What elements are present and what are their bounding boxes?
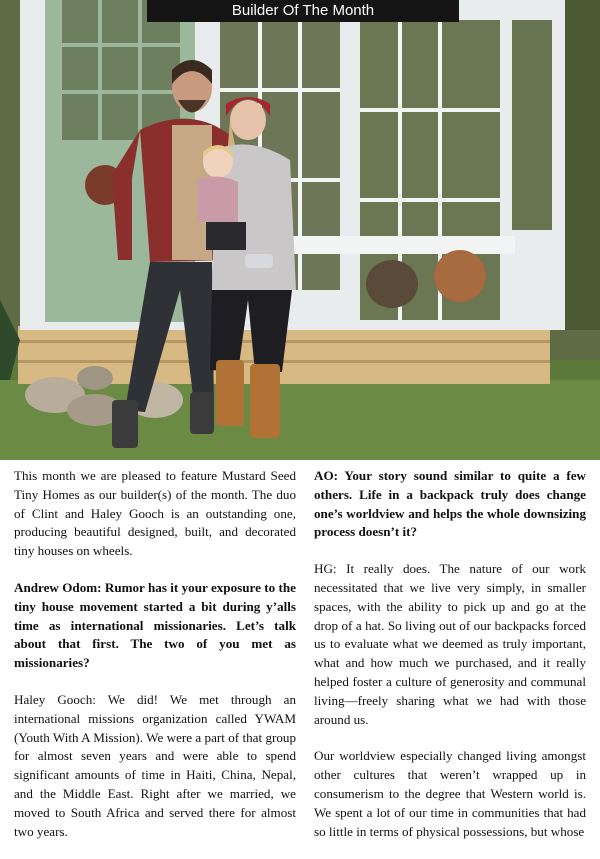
article-right-column: [314, 467, 586, 859]
article-left-column: [14, 467, 296, 859]
interview-question: AO: Your story sound similar to quite a few others. Life in a backpack truly does change one’s worldview and helps the whole downsizing process doesn’t it?: [314, 468, 586, 540]
interview-answer: Haley Gooch: We did! We met through an international missions organization called YWAM (Youth With A Mission). We were a part of that group for almost seven years and were able to spend significant amounts of time in Haiti, China, Nepal, and the Middle East. Right after we married, we moved to South Africa and served there for almost two years.: [14, 691, 296, 839]
intro-paragraph: This month we are pleased to feature Mustard Seed Tiny Homes as our builder(s) of the month. The duo of Clint and Haley Gooch is an outstanding one, producing beautiful designed, built, and decorated tiny houses on wheels.: [14, 468, 296, 559]
interview-answer-continued: Our worldview especially changed living amongst other cultures that weren’t wrapped up in consumerism to the degree that Western world is. We spent a lot of our time in communities that had so little in terms of physical possessions, but whose: [314, 748, 586, 839]
interview-answer: HG: It really does. The nature of our work necessitated that we live very simply, in smaller spaces, with the ability to pick up and go at the drop of a hat. So living out of our backpacks forced us to evaluate what we deemed as truly important, what and how much we purchased, and it really helped foster a culture of generosity and communal living—freely sharing what we had with those around us.: [314, 561, 586, 727]
section-banner: Builder Of The Month: [147, 0, 459, 22]
interview-question: Andrew Odom: Rumor has it your exposure to the tiny house movement started a bit during y’alls time as international missionaries. Let’s talk about that first. The two of you met as missionaries?: [14, 579, 296, 671]
